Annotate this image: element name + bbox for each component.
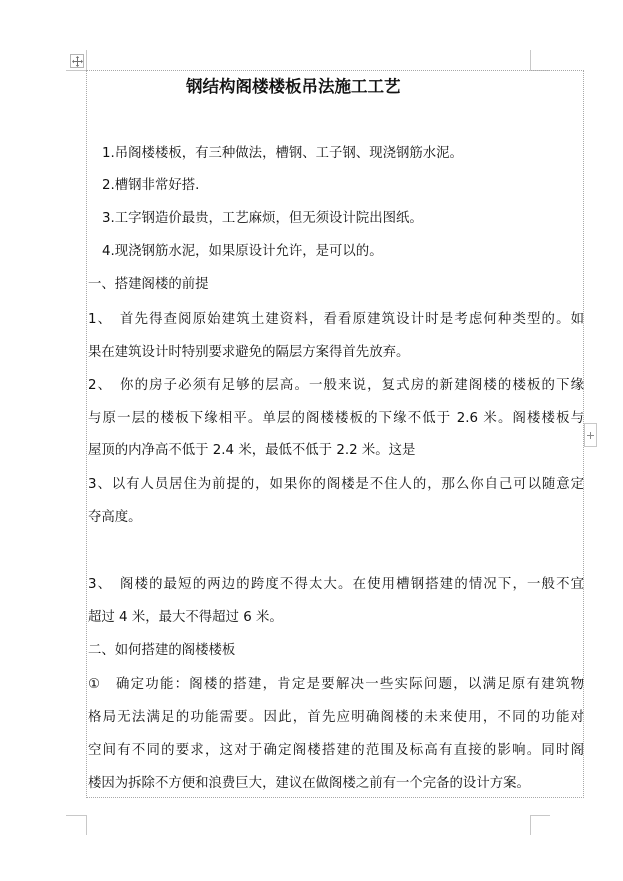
paragraph-line: 1、 首先得查阅原始建筑土建资料，看看原建筑设计时是考虑何种类型的。如	[88, 312, 584, 327]
intro-item: 1.吊阁楼楼板，有三种做法，槽钢、工子钢、现浇钢筋水泥。	[102, 146, 463, 161]
paragraph-line: 3、 阁楼的最短的两边的跨度不得太大。在使用槽钢搭建的情况下，一般不宜	[88, 577, 584, 592]
intro-item: 4.现浇钢筋水泥，如果原设计允许，是可以的。	[102, 244, 383, 259]
paragraph-line: 格局无法满足的功能需要。因此，首先应明确阁楼的未来使用，不同的功能对	[88, 710, 584, 725]
paragraph-line: 与原一层的楼板下缘相平。单层的阁楼楼板的下缘不低于 2.6 米。阁楼楼板与	[88, 411, 584, 426]
corner-mark-bottom-right	[530, 815, 531, 835]
paragraph-line: 夺高度。	[88, 510, 142, 525]
paragraph-line: 超过 4 米，最大不得超过 6 米。	[88, 610, 283, 625]
section-heading: 一、搭建阁楼的前提	[88, 277, 209, 292]
intro-item: 2.槽钢非常好搭.	[102, 178, 200, 193]
paragraph-line: ① 确定功能：阁楼的搭建，肯定是要解决一些实际问题，以满足原有建筑物	[88, 677, 584, 692]
paragraph-line: 空间有不同的要求，这对于确定阁楼搭建的范围及标高有直接的影响。同时阁	[88, 743, 584, 758]
paragraph-line: 2、 你的房子必须有足够的层高。一般来说，复式房的新建阁楼的楼板的下缘	[88, 378, 584, 393]
corner-mark-top-right	[530, 50, 531, 70]
intro-item: 3.工字钢造价最贵，工艺麻烦，但无须设计院出图纸。	[102, 211, 423, 226]
paragraph-line: 屋顶的内净高不低于 2.4 米，最低不低于 2.2 米。这是	[88, 443, 416, 458]
move-arrows-icon[interactable]	[70, 54, 84, 68]
paragraph-line: 楼因为拆除不方便和浪费巨大，建议在做阁楼之前有一个完备的设计方案。	[88, 776, 530, 791]
corner-mark-top-left	[86, 50, 87, 70]
corner-mark-top-left	[66, 70, 86, 71]
section-heading: 二、如何搭建的阁楼楼板	[88, 643, 236, 658]
corner-mark-bottom-left	[86, 815, 87, 835]
plus-icon[interactable]	[584, 423, 597, 447]
corner-mark-bottom-right	[530, 815, 550, 816]
paragraph-line: 3、以有人员居住为前提的，如果你的阁楼是不住人的，那么你自己可以随意定	[88, 477, 584, 492]
corner-mark-bottom-left	[66, 815, 86, 816]
document-title: 钢结构阁楼楼板吊法施工工艺	[186, 77, 401, 96]
paragraph-line: 果在建筑设计时特别要求避免的隔层方案得首先放弃。	[88, 345, 410, 360]
